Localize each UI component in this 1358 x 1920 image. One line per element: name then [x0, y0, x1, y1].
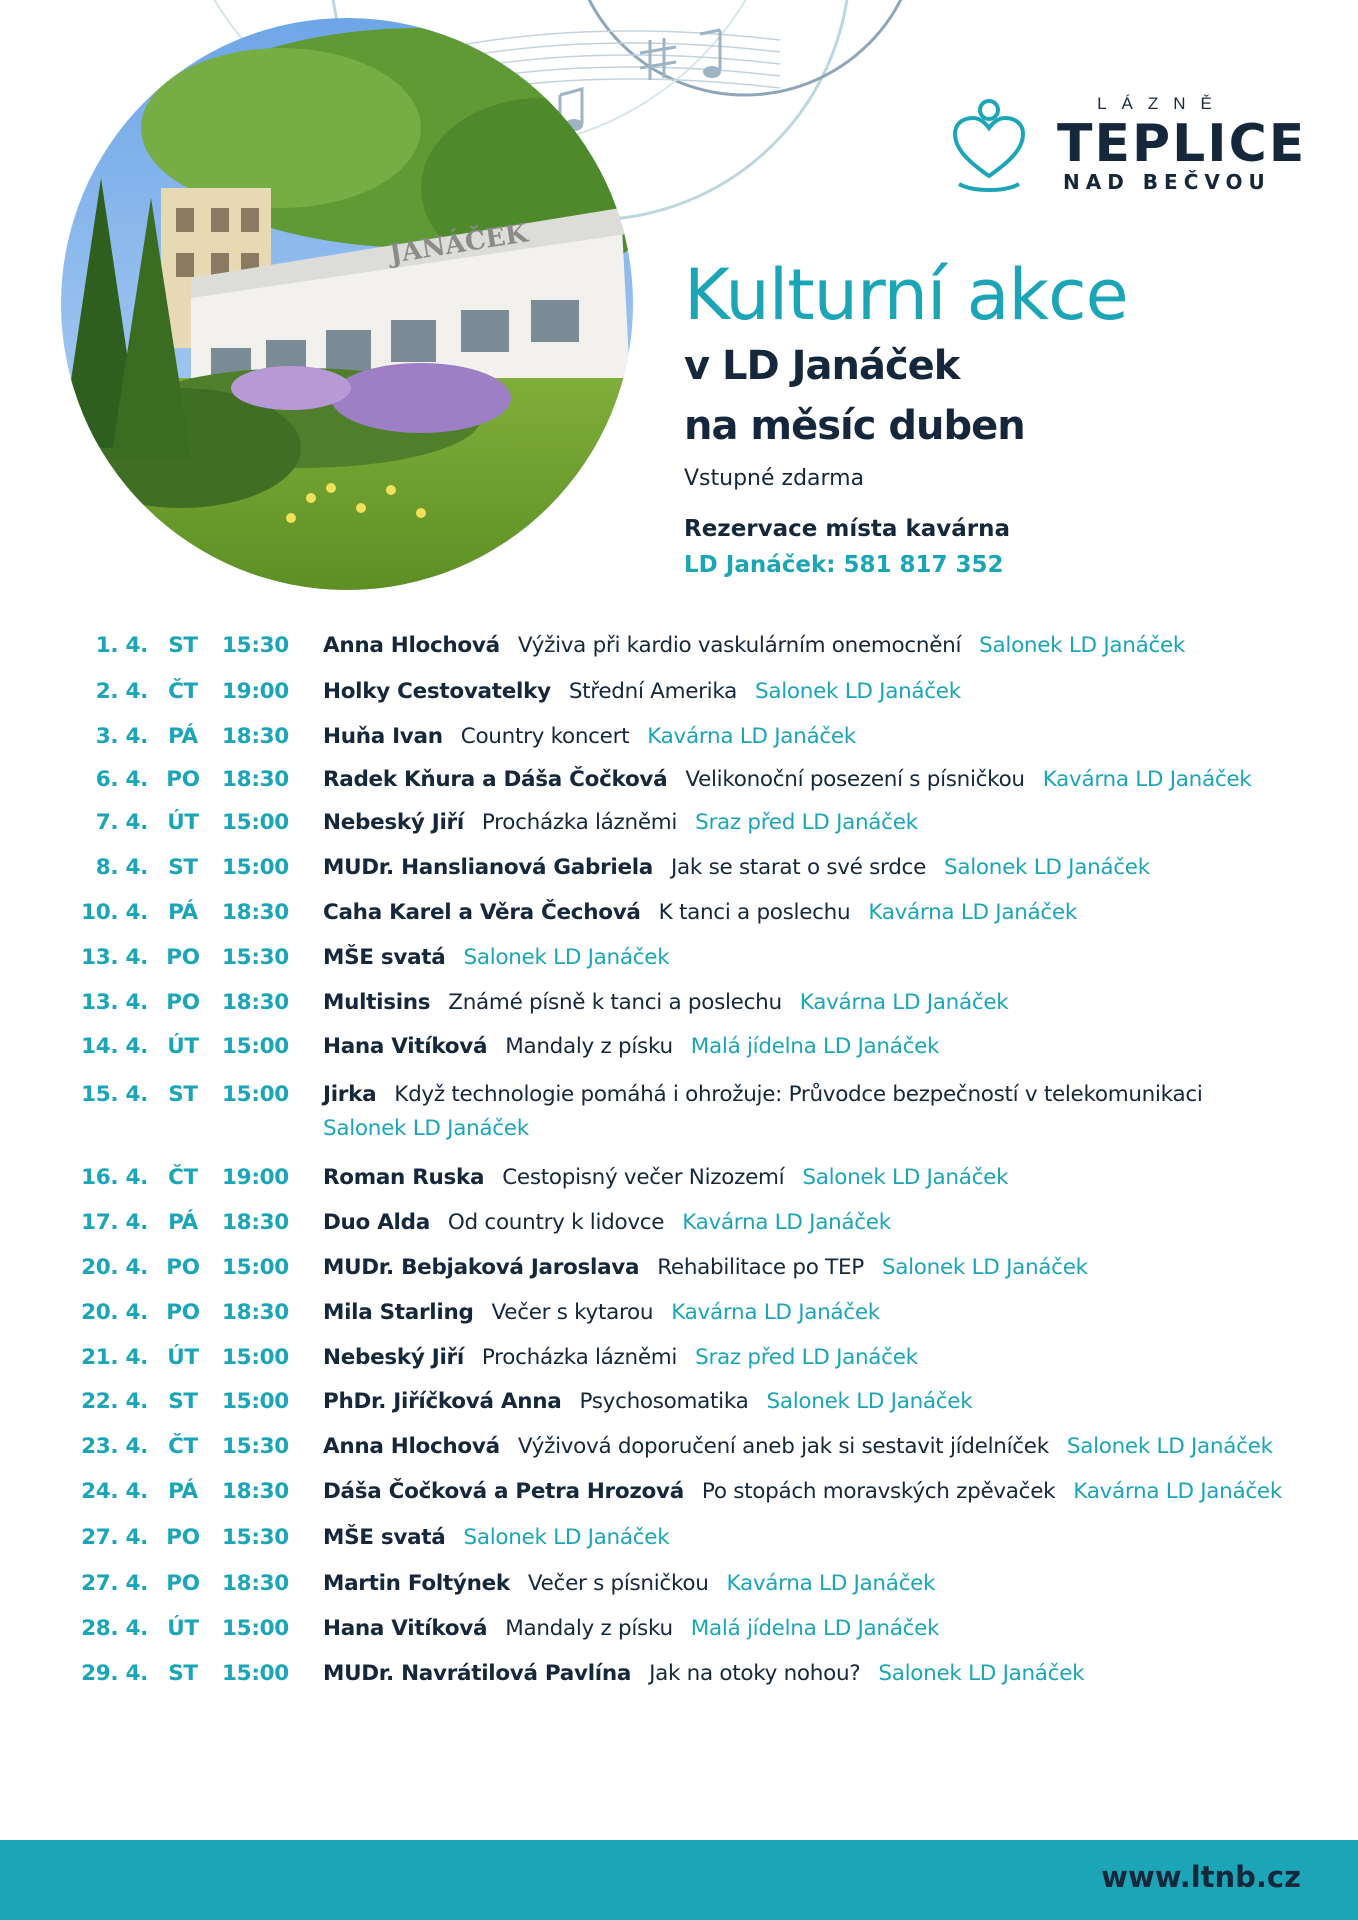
event-performer: Multisins	[323, 990, 431, 1015]
event-place: Malá jídelna LD Janáček	[690, 1034, 940, 1059]
event-time: 18:30	[222, 1479, 289, 1504]
event-performer: Jirka	[323, 1082, 377, 1107]
event-performer: Dáša Čočková a Petra Hrozová	[323, 1479, 684, 1504]
event-title: Výživová doporučení aneb jak si sestavit jídelníček	[517, 1434, 1049, 1459]
event-time: 15:30	[222, 1525, 289, 1550]
event-performer: Nebeský Jiří	[323, 810, 464, 835]
event-title: Velikonoční posezení s písničkou	[685, 767, 1025, 792]
reservation-label: Rezervace místa kavárna	[684, 516, 1011, 542]
event-performer: Martin Foltýnek	[323, 1571, 510, 1596]
event-date: 15. 4.	[81, 1082, 148, 1107]
event-performer: Anna Hlochová	[323, 633, 500, 658]
event-place: Malá jídelna LD Janáček	[690, 1616, 940, 1641]
event-time: 15:00	[222, 855, 289, 880]
event-day: ČT	[168, 679, 198, 704]
event-day: ČT	[168, 1165, 198, 1190]
event-details	[323, 1657, 1333, 1691]
event-place: Salonek LD Janáček	[881, 1255, 1088, 1280]
event-title: Mandaly z písku	[505, 1616, 673, 1641]
event-title: Rehabilitace po TEP	[657, 1255, 864, 1280]
event-time: 18:30	[222, 1571, 289, 1596]
event-details	[323, 1430, 1333, 1464]
event-details	[323, 1612, 1333, 1646]
event-performer: PhDr. Jiříčková Anna	[323, 1389, 562, 1414]
footer-bar	[0, 1840, 1358, 1920]
event-performer: MUDr. Hanslianová Gabriela	[323, 855, 654, 880]
event-day: ČT	[168, 1434, 198, 1459]
event-date: 14. 4.	[81, 1034, 148, 1059]
event-time: 19:00	[222, 1165, 289, 1190]
event-place: Salonek LD Janáček	[766, 1389, 973, 1414]
event-place: Kavárna LD Janáček	[726, 1571, 936, 1596]
event-details	[323, 851, 1333, 885]
event-place: Kavárna LD Janáček	[671, 1300, 880, 1325]
event-place: Kavárna LD Janáček	[682, 1210, 891, 1235]
event-date: 13. 4.	[81, 945, 148, 970]
event-place: Salonek LD Janáček	[944, 855, 1150, 880]
building-photo	[61, 18, 633, 590]
event-time: 18:30	[222, 1300, 289, 1325]
event-time: 15:00	[222, 1034, 289, 1059]
event-title: Večer s písničkou	[527, 1571, 709, 1596]
event-day: ST	[168, 1082, 198, 1107]
event-title: Country koncert	[460, 724, 630, 749]
brand-logo	[953, 92, 1307, 202]
event-date: 20. 4.	[81, 1300, 148, 1325]
event-day: ST	[168, 855, 198, 880]
event-details	[323, 629, 1333, 663]
event-details	[323, 1206, 1333, 1240]
event-details	[323, 986, 1333, 1020]
event-date: 17. 4.	[81, 1210, 148, 1235]
event-title: Výživa při kardio vaskulárním onemocnění	[517, 633, 962, 658]
event-performer: Holky Cestovatelky	[323, 679, 551, 704]
event-date: 7. 4.	[95, 810, 148, 835]
event-performer: Radek Kňura a Dáša Čočková	[323, 767, 668, 792]
footer-url[interactable]: www.ltnb.cz	[1101, 1860, 1301, 1894]
event-performer: Huňa Ivan	[323, 724, 443, 749]
event-place: Kavárna LD Janáček	[1073, 1479, 1282, 1504]
event-date: 23. 4.	[81, 1434, 148, 1459]
event-details	[323, 1385, 1333, 1419]
event-place: Sraz před LD Janáček	[695, 810, 918, 835]
event-time: 15:00	[222, 1082, 289, 1107]
event-place: Salonek LD Janáček	[1066, 1434, 1273, 1459]
event-performer: MŠE svatá	[323, 1525, 446, 1550]
event-details	[323, 1251, 1333, 1285]
event-title: Po stopách moravských zpěvaček	[701, 1479, 1056, 1504]
event-details	[323, 896, 1333, 930]
event-title: Střední Amerika	[568, 679, 738, 704]
reservation-phone: LD Janáček: 581 817 352	[684, 552, 1004, 578]
event-day: ST	[168, 1389, 198, 1414]
event-details	[323, 1567, 1333, 1601]
event-day: ST	[168, 633, 198, 658]
heart-person-icon	[953, 98, 1025, 194]
event-details	[323, 1078, 1333, 1146]
event-day: ÚT	[167, 1616, 199, 1641]
event-date: 10. 4.	[81, 900, 148, 925]
event-day: PÁ	[168, 724, 198, 749]
event-performer: MŠE svatá	[323, 945, 446, 970]
event-details	[323, 1521, 1333, 1555]
event-details	[323, 763, 1333, 797]
event-title: Známé písně k tanci a poslechu	[448, 990, 782, 1015]
event-place: Sraz před LD Janáček	[695, 1345, 918, 1370]
event-details	[323, 1161, 1333, 1195]
event-performer: Duo Alda	[323, 1210, 430, 1235]
event-place: Salonek LD Janáček	[802, 1165, 1009, 1190]
event-date: 27. 4.	[81, 1571, 148, 1596]
event-place: Kavárna LD Janáček	[799, 990, 1009, 1015]
event-time: 18:30	[222, 900, 289, 925]
event-time: 15:00	[222, 1389, 289, 1414]
event-time: 18:30	[222, 990, 289, 1015]
event-day: PO	[166, 1255, 200, 1280]
event-day: ST	[168, 1661, 198, 1686]
event-day: PÁ	[168, 1479, 198, 1504]
event-details	[323, 1341, 1333, 1375]
event-date: 1. 4.	[95, 633, 148, 658]
event-performer: Hana Vitíková	[323, 1616, 488, 1641]
event-date: 28. 4.	[81, 1616, 148, 1641]
event-title: K tanci a poslechu	[658, 900, 851, 925]
event-time: 15:00	[222, 1345, 289, 1370]
event-time: 19:00	[222, 679, 289, 704]
event-date: 27. 4.	[81, 1525, 148, 1550]
logo-top-text: LÁZNĚ	[1097, 94, 1227, 113]
svg-text:JANÁČEK: JANÁČEK	[387, 218, 530, 270]
event-performer: Caha Karel a Věra Čechová	[323, 900, 641, 925]
event-place: Salonek LD Janáček	[463, 945, 670, 970]
event-place: Kavárna LD Janáček	[1042, 767, 1252, 792]
event-place: Salonek LD Janáček	[979, 633, 1186, 658]
event-title: Procházka lázněmi	[481, 810, 678, 835]
event-day: PO	[166, 945, 200, 970]
event-place: Kavárna LD Janáček	[647, 724, 856, 749]
event-details	[323, 675, 1333, 709]
entry-info: Vstupné zdarma	[684, 466, 865, 491]
event-date: 13. 4.	[81, 990, 148, 1015]
event-title: Jak na otoky nohou?	[649, 1661, 861, 1686]
event-day: PO	[166, 1571, 200, 1596]
event-time: 18:30	[222, 1210, 289, 1235]
event-time: 15:00	[222, 1661, 289, 1686]
event-day: PO	[166, 767, 200, 792]
event-time: 15:30	[222, 633, 289, 658]
logo-main-text: TEPLICE	[1057, 114, 1307, 174]
event-date: 29. 4.	[81, 1661, 148, 1686]
event-details	[323, 720, 1333, 754]
event-performer: Hana Vitíková	[323, 1034, 488, 1059]
heading-block	[684, 254, 1324, 583]
event-performer: MUDr. Navrátilová Pavlína	[323, 1661, 632, 1686]
event-day: ÚT	[167, 810, 199, 835]
event-day: PO	[166, 990, 200, 1015]
event-day: ÚT	[167, 1034, 199, 1059]
event-title: Cestopisný večer Nizozemí	[502, 1165, 785, 1190]
event-performer: MUDr. Bebjaková Jaroslava	[323, 1255, 640, 1280]
event-date: 16. 4.	[81, 1165, 148, 1190]
event-title: Od country k lidovce	[447, 1210, 665, 1235]
event-performer: Roman Ruska	[323, 1165, 485, 1190]
event-date: 22. 4.	[81, 1389, 148, 1414]
event-day: PÁ	[168, 900, 198, 925]
event-date: 21. 4.	[81, 1345, 148, 1370]
event-title: Večer s kytarou	[491, 1300, 654, 1325]
event-date: 2. 4.	[95, 679, 148, 704]
logo-bottom-text: NAD BEČVOU	[1063, 170, 1271, 194]
event-performer: Mila Starling	[323, 1300, 474, 1325]
event-time: 15:30	[222, 1434, 289, 1459]
event-performer: Nebeský Jiří	[323, 1345, 464, 1370]
event-date: 20. 4.	[81, 1255, 148, 1280]
subtitle-line-2: na měsíc duben	[684, 403, 1025, 449]
event-details	[323, 806, 1333, 840]
event-day: PO	[166, 1525, 200, 1550]
event-date: 24. 4.	[81, 1479, 148, 1504]
event-details	[323, 1475, 1333, 1509]
event-details	[323, 941, 1333, 975]
event-place: Salonek LD Janáček	[755, 679, 961, 704]
event-title: Když technologie pomáhá i ohrožuje: Průvodce bezpečností v telekomunikaci	[394, 1082, 1203, 1107]
event-day: PO	[166, 1300, 200, 1325]
event-place: Salonek LD Janáček	[323, 1116, 529, 1141]
event-title: Mandaly z písku	[505, 1034, 673, 1059]
event-place: Kavárna LD Janáček	[868, 900, 1078, 925]
event-title: Procházka lázněmi	[481, 1345, 678, 1370]
subtitle-line-1: v LD Janáček	[684, 343, 960, 389]
event-place: Salonek LD Janáček	[463, 1525, 670, 1550]
event-details	[323, 1030, 1333, 1064]
event-details	[323, 1296, 1333, 1330]
event-time: 15:00	[222, 810, 289, 835]
event-time: 15:00	[222, 1255, 289, 1280]
event-title: Jak se starat o své srdce	[671, 855, 926, 880]
event-date: 8. 4.	[95, 855, 148, 880]
event-place: Salonek LD Janáček	[878, 1661, 1085, 1686]
event-time: 15:00	[222, 1616, 289, 1641]
event-date: 3. 4.	[95, 724, 148, 749]
event-time: 15:30	[222, 945, 289, 970]
event-performer: Anna Hlochová	[323, 1434, 500, 1459]
event-title: Psychosomatika	[579, 1389, 749, 1414]
event-time: 18:30	[222, 724, 289, 749]
event-day: ÚT	[167, 1345, 199, 1370]
event-time: 18:30	[222, 767, 289, 792]
event-date: 6. 4.	[95, 767, 148, 792]
page-title: Kulturní akce	[684, 254, 1128, 336]
event-day: PÁ	[168, 1210, 198, 1235]
